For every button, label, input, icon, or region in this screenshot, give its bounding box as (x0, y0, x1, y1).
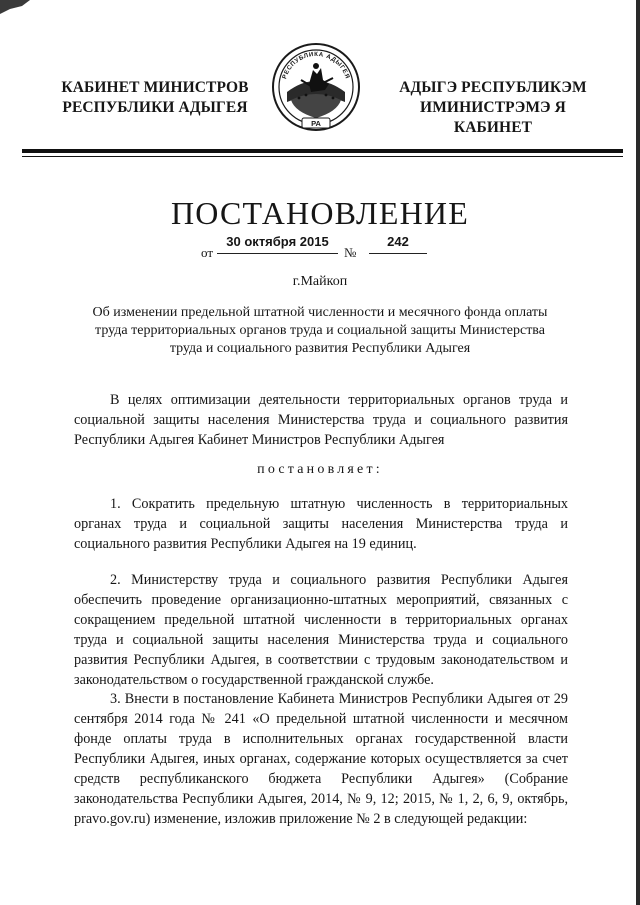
document-title: ПОСТАНОВЛЕНИЕ (171, 195, 469, 231)
document-date: 30 октября 2015 (226, 234, 329, 249)
header-rule-thin (22, 156, 623, 157)
number-underline (369, 253, 427, 254)
date-underline (217, 253, 338, 254)
number-prefix: № (344, 245, 357, 260)
decree-word: постановляет: (257, 462, 383, 477)
city: г.Майкоп (292, 274, 348, 289)
date-number-line (0, 234, 640, 264)
emblem-motto: РЕСПУБЛИКА АДЫГЕЯ (281, 50, 351, 80)
issuer-name-russian (60, 78, 250, 118)
preamble: В целях оптимизации деятельности территориальных органов труда и социальной защиты населения Министерства труда и социального развития Республики Адыгея Кабинет Министров Республики Адыгея (74, 392, 568, 448)
document-subject: Об изменении предельной штатной численности и месячного фонда оплаты труда территориальных органов труда и социальной защиты Министерства труда и социального развития Республики Адыгея (92, 305, 548, 356)
document-number: 242 (387, 234, 409, 249)
clause-2: 2. Министерству труда и социального развития Республики Адыгея обеспечить проведение организационно-штатных мероприятий, связанных с сокращением предельной штатной численности в территориальных органах труда и социальной защиты населения Министерства труда и социального развития Республики Адыгея, в соответствии с трудовым законодательством и законодательством о государственной гражданской службе. (74, 572, 568, 688)
date-prefix: от (201, 245, 214, 260)
emblem-icon (271, 40, 361, 134)
header-rule-thick (22, 149, 623, 153)
issuer-name-adyghe (386, 78, 600, 138)
issuer-ru-line-2: РЕСПУБЛИКИ АДЫГЕЯ (62, 99, 248, 116)
issuer-ru-line-1: КАБИНЕТ МИНИСТРОВ (61, 79, 249, 96)
clause-1: 1. Сократить предельную штатную численность в территориальных органах труда и социальной защиты населения Министерства труда и социального развития Республики Адыгея на 19 единиц. (74, 496, 568, 552)
scan-edge-artifact (636, 0, 640, 905)
emblem-initials: РА (311, 119, 321, 128)
clause-3: 3. Внести в постановление Кабинета Министров Республики Адыгея от 29 сентября 2014 года № 241 «О предельной штатной численности и месячном фонде оплаты труда в исполнительных органах государственной власти Республики Адыгея, иных органах, содержание которых осуществляется за счет средств республиканского бюджета Республики Адыгея» (Собрание законодательства Республики Адыгея, 2014, № 9, 12; 2015, № 1, 2, 6, 9, октябрь, pravo.gov.ru) изменение, изложив приложение № 2 в следующей редакции: (74, 691, 568, 827)
scan-artifact (0, 0, 30, 14)
issuer-ady-line-2: ИМИНИСТРЭМЭ Я КАБИНЕТ (420, 99, 566, 136)
issuer-ady-line-1: АДЫГЭ РЕСПУБЛИКЭМ (399, 79, 587, 96)
